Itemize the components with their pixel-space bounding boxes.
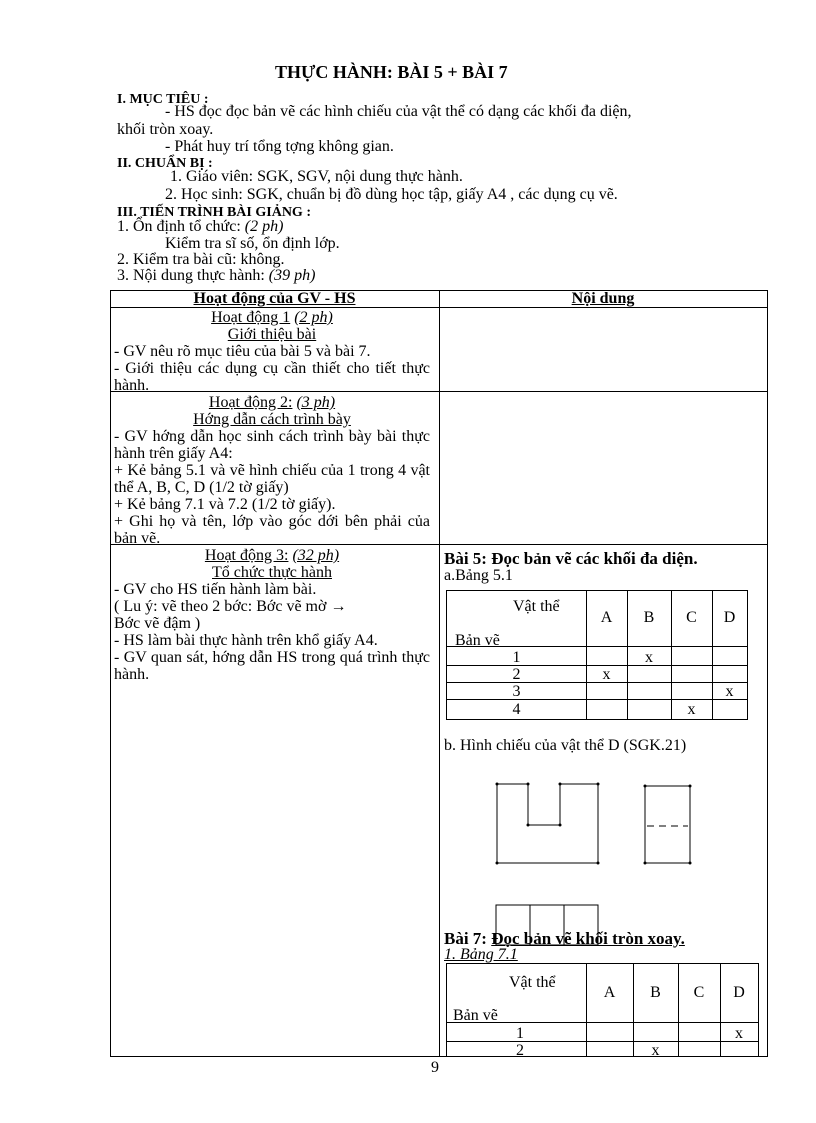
table-7-1 [446,963,759,1059]
table-7-1-col-a: A [603,984,616,1001]
table-5-1 [446,590,748,720]
activity-2-subtitle: Hớng dẫn cách trình bày [193,411,351,428]
activity-3-line-4: - GV quan sát, hớng dẫn HS trong quá trình thực hành. [114,649,430,683]
table-7-1-row-1: 1 [516,1025,524,1042]
preparation-line-2: 2. Học sinh: SGK, chuẩn bị đồ dùng học tập, giấy A4 , các dụng cụ vẽ. [165,186,618,203]
activity-3-line-2b: Bớc vẽ đậm ) [114,615,201,632]
process-step-1-label: 1. Ổn định tổ chức: [117,218,241,235]
table-5-1-row-2: 2 [512,666,521,683]
preparation-line-1: 1. Giáo viên: SGK, SGV, nội dung thực hành. [170,168,463,185]
activity-2-line-1: - GV hớng dẫn học sinh cách trình bày bài thực hành trên giấy A4: [114,428,430,462]
projection-drawing-d [490,780,710,865]
process-step-1-time: (2 ph) [244,218,284,235]
activity-3-subtitle: Tổ chức thực hành [212,564,332,581]
activity-2-line-3: + Kẻ bảng 7.1 và 7.2 (1/2 tờ giấy). [114,496,336,513]
activity-3-title-text: Hoạt động 3: [204,547,289,564]
activity-1-title [114,309,430,326]
bai5-sub-b: b. Hình chiếu của vật thể D (SGK.21) [444,737,687,754]
table-5-1-row-1: 1 [512,649,521,666]
objectives-line-2: khối tròn xoay. [117,121,214,138]
objectives-line-1: - HS đọc đọc bản vẽ các hình chiếu của vật thể có dạng các khối đa diện, [165,103,632,120]
table-7-1-mark-2b: x [651,1042,660,1059]
table-5-1-mark-4c: x [687,701,696,718]
front-view-shape [497,784,598,863]
bai7-heading-prefix: Bài 7: [444,929,487,948]
table-5-1-row-3: 3 [512,683,521,700]
page-number: 9 [431,1059,439,1076]
activity-3-line-3: - HS làm bài thực hành trên khổ giấy A4. [114,632,378,649]
table-7-1-col-c: C [693,984,705,1001]
table-5-1-col-c: C [686,609,697,626]
activity-3-line-2-text: ( Lu ý: vẽ theo 2 bớc: Bớc vẽ mờ [114,598,327,615]
process-step-1 [117,218,283,236]
activity-1-line-1: - GV nêu rõ mục tiêu của bài 5 và bài 7. [114,343,371,360]
col-activities-header: Hoạt động của GV - HS [193,290,356,307]
table-7-1-corner-bottom: Bản vẽ [453,1007,498,1024]
table-5-1-row-4: 4 [512,701,521,718]
objectives-line-3: - Phát huy trí tổng tợng không gian. [165,138,394,155]
objectives-heading: I. MỤC TIÊU : [117,92,209,107]
activity-1 [114,309,430,394]
table-5-1-corner-bottom: Bản vẽ [455,632,500,649]
overlapping-grid-figure [494,903,602,948]
table-5-1-mark-1b: x [645,649,653,666]
col-content-header: Nội dung [571,290,635,307]
activity-2 [114,394,430,547]
process-step-1-detail: Kiểm tra sĩ số, ổn định lớp. [165,235,340,252]
bai7-sub-1: 1. Bảng 7.1 [444,946,518,963]
activity-1-time: (2 ph) [294,309,333,326]
activity-3 [114,547,430,683]
table-7-1-corner-top: Vật thể [509,974,556,991]
table-5-1-mark-2a: x [602,666,611,683]
activity-3-line-1: - GV cho HS tiến hành làm bài. [114,581,317,598]
process-step-3 [117,267,315,285]
table-7-1-col-d: D [733,984,745,1001]
table-5-1-corner-top: Vật thể [513,598,560,615]
table-5-1-col-a: A [600,609,613,626]
process-heading: III. TIẾN TRÌNH BÀI GIẢNG : [117,205,311,220]
preparation-heading: II. CHUẨN BỊ : [117,156,213,171]
table-5-1-mark-3d: x [725,683,734,700]
activity-2-line-4: + Ghi họ và tên, lớp vào góc dới bên phải của bản vẽ. [114,513,430,547]
activity-2-title [114,394,430,411]
page-title: THỰC HÀNH: BÀI 5 + BÀI 7 [275,62,508,82]
bai5-sub-a: a.Bảng 5.1 [444,567,513,584]
table-7-1-row-2: 2 [516,1042,524,1059]
activity-2-line-2: + Kẻ bảng 5.1 và vẽ hình chiếu của 1 trong 4 vật thể A, B, C, D (1/2 tờ giấy) [114,462,430,496]
activity-2-time: (3 ph) [296,394,336,411]
process-step-3-label: 3. Nội dung thực hành: [117,267,265,284]
bai7-heading-rest: Đọc bản vẽ khối tròn xoay. [491,929,685,948]
table-column-divider [439,290,440,1056]
process-step-3-time: (39 ph) [268,267,316,284]
activity-3-title [114,547,430,564]
activity-3-time: (32 ph) [292,547,340,564]
bai5-heading: Bài 5: Đọc bản vẽ các khối đa diện. [444,549,698,568]
arrow-right-icon: → [330,598,347,615]
table-7-1-mark-1d: x [735,1025,743,1042]
activity-1-subtitle: Giới thiệu bài [227,326,317,343]
process-step-2: 2. Kiểm tra bài cũ: không. [117,251,285,268]
side-view-shape [645,786,690,863]
table-5-1-col-d: D [723,609,736,626]
activity-1-title-text: Hoạt động 1 [211,309,291,326]
table-7-1-col-b: B [650,984,661,1001]
activity-3-line-2 [114,598,430,615]
activity-2-title-text: Hoạt động 2: [208,394,293,411]
activity-1-line-2: - Giới thiệu các dụng cụ cần thiết cho tiết thực hành. [114,360,430,394]
table-5-1-col-b: B [643,609,655,626]
